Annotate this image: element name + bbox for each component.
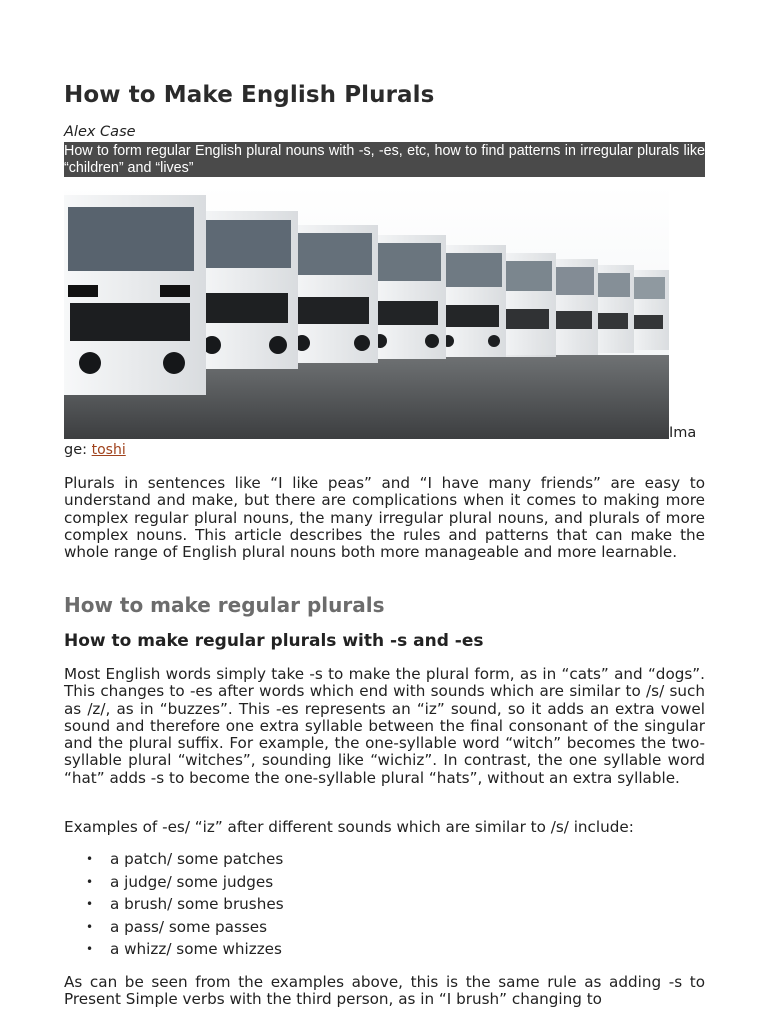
article-summary: How to form regular English plural nouns with -s, -es, etc, how to find patterns in irregular plurals like “children” and “lives” [64, 143, 705, 176]
list-item [64, 918, 284, 941]
bullet-icon: • [86, 852, 94, 866]
list-item-text: a pass/ some passes [110, 917, 268, 936]
bullet-icon: • [86, 874, 94, 889]
closing-paragraph: As can be seen from the examples above, this is the same rule as adding -s to Present Simple verbs with the third person, as in “I brush” changing to [64, 973, 705, 1009]
author-name: Alex Case [64, 124, 136, 140]
list-item-text: a whizz/ some whizzes [110, 940, 282, 959]
list-item-text: a brush/ some brushes [110, 895, 284, 914]
article-title: How to Make English Plurals [64, 82, 435, 108]
list-item [64, 873, 284, 896]
list-item-text: a judge/ some judges [110, 872, 274, 891]
examples-intro: Examples of -es/ “iz” after different sounds which are similar to /s/ include: [64, 818, 634, 836]
bullet-icon: • [86, 942, 94, 957]
subsection-heading: How to make regular plurals with -s and -es [64, 631, 484, 651]
bullet-icon: • [86, 919, 94, 934]
list-item-text: a patch/ some patches [110, 850, 284, 868]
bullet-icon: • [86, 897, 94, 912]
image-credit-label-part: Ima [669, 425, 697, 441]
image-credit-link[interactable]: toshi [91, 442, 126, 458]
list-item [64, 850, 284, 873]
image-credit-prefix: ge: [64, 442, 92, 458]
list-item [64, 940, 284, 963]
image-credit [64, 442, 126, 458]
list-item [64, 895, 284, 918]
examples-list [64, 850, 284, 963]
intro-paragraph: Plurals in sentences like “I like peas” and “I have many friends” are easy to understand and make, but there are complications when it comes to making more complex regular plural nouns, the many irregular plural nouns, and plurals of more complex nouns. This article describes the rules and patterns that can make the whole range of English plural nouns both more manageable and more learnable. [64, 474, 705, 562]
hero-image-trucks [64, 185, 669, 439]
section-heading: How to make regular plurals [64, 593, 385, 617]
rules-paragraph: Most English words simply take -s to make the plural form, as in “cats” and “dogs”. This changes to -es after words which end with sounds which are similar to /s/ such as /z/, as in “buzzes”. This -es represents an “iz” sound, so it adds an extra vowel sound and therefore one extra syllable between the final consonant of the singular and the plural suffix. For example, the one-syllable word “witch” becomes the two-syllable plural “witches”, sounding like “wichiz”. In contrast, the one syllable word “hat” adds -s to become the one-syllable plural “hats”, without an extra syllable. [64, 665, 705, 787]
